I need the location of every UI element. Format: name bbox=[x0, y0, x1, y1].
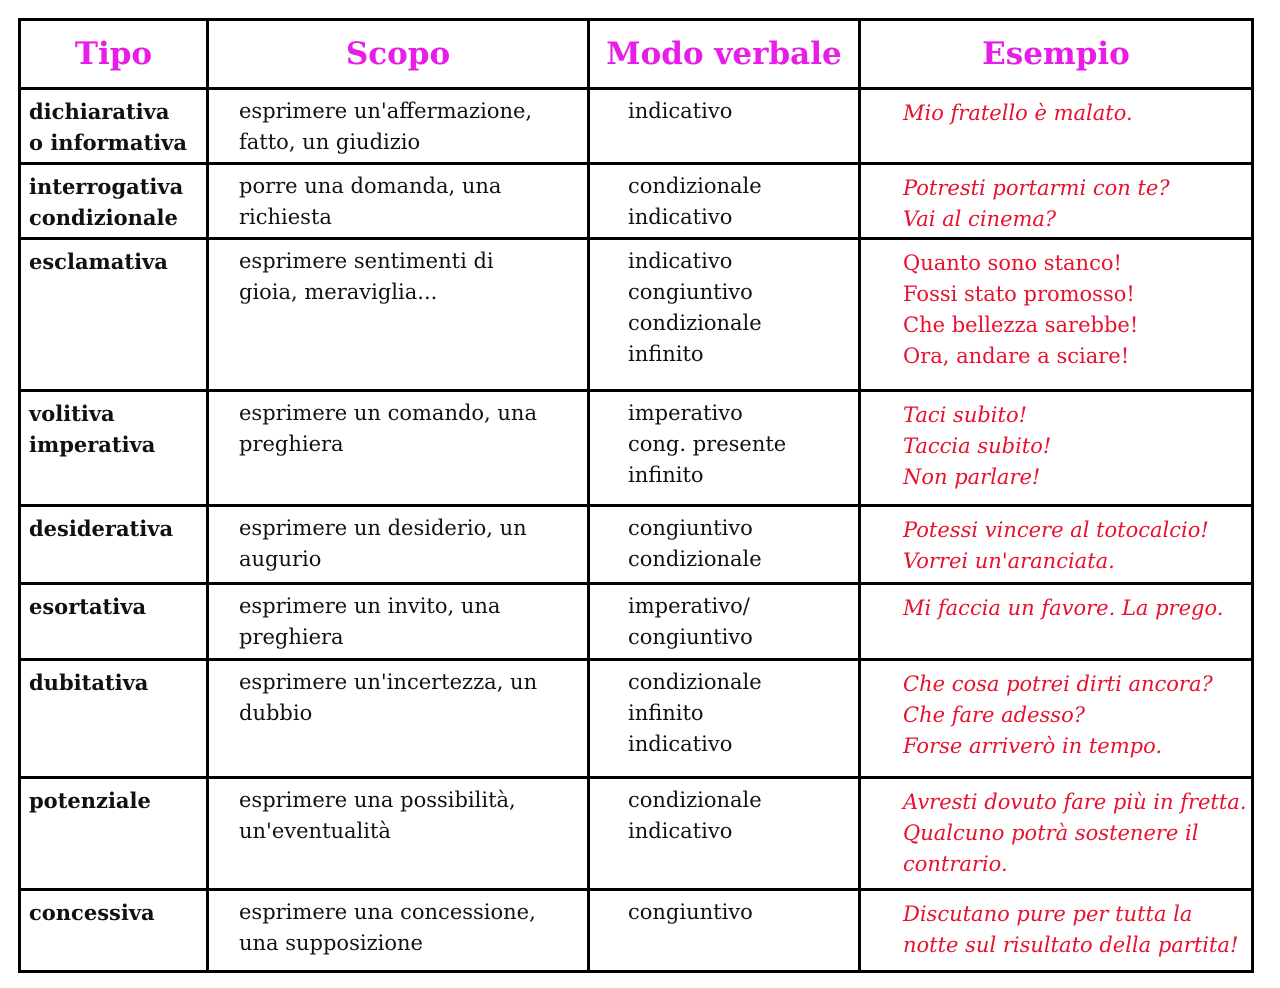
scopo-cell-line: gioia, meraviglia... bbox=[239, 280, 438, 305]
header-scopo: Scopo bbox=[208, 20, 589, 89]
table-row bbox=[20, 583, 1253, 659]
modo-verbale-cell-line: congiuntivo bbox=[628, 624, 753, 649]
modo-verbale-cell-line: congiuntivo bbox=[628, 280, 753, 305]
tipo-cell-line: concessiva bbox=[29, 899, 155, 925]
scopo-cell-line: fatto, un giudizio bbox=[239, 130, 421, 154]
modo-verbale-cell-line: condizionale bbox=[628, 311, 762, 336]
scopo-cell-line: esprimere sentimenti di bbox=[239, 249, 494, 274]
modo-verbale-cell bbox=[589, 239, 860, 391]
table-row bbox=[20, 659, 1253, 777]
modo-verbale-cell bbox=[589, 506, 860, 583]
modo-verbale-cell-line: condizionale bbox=[628, 174, 762, 199]
esempio-cell-line: contrario. bbox=[903, 851, 1008, 876]
tipo-cell bbox=[20, 391, 208, 506]
modo-verbale-cell-line: indicativo bbox=[628, 99, 733, 123]
tipo-cell-line: imperativa bbox=[29, 432, 156, 458]
scopo-cell-line: richiesta bbox=[239, 205, 332, 230]
table-row bbox=[20, 239, 1253, 391]
header-esempio: Esempio bbox=[860, 20, 1253, 89]
esempio-cell bbox=[860, 391, 1253, 506]
scopo-cell-line: una supposizione bbox=[239, 930, 423, 955]
table-row bbox=[20, 506, 1253, 583]
tipo-cell bbox=[20, 89, 208, 164]
scopo-cell bbox=[208, 391, 589, 506]
esempio-cell bbox=[860, 89, 1253, 164]
modo-verbale-cell-line: indicativo bbox=[628, 731, 733, 756]
scopo-cell bbox=[208, 659, 589, 777]
modo-verbale-cell-line: infinito bbox=[628, 700, 704, 725]
esempio-cell bbox=[860, 659, 1253, 777]
scopo-cell-line: augurio bbox=[239, 547, 322, 572]
modo-verbale-cell bbox=[589, 889, 860, 971]
scopo-cell-line: dubbio bbox=[239, 700, 313, 725]
scopo-cell-line: porre una domanda, una bbox=[239, 174, 502, 199]
esempio-cell-line: Avresti dovuto fare più in fretta. bbox=[903, 789, 1247, 814]
esempio-cell-line: Taccia subito! bbox=[903, 434, 1052, 459]
tipo-cell-line: dichiarativa bbox=[29, 99, 170, 124]
esempio-cell-line: Vai al cinema? bbox=[903, 207, 1057, 232]
modo-verbale-cell-line: condizionale bbox=[628, 547, 762, 572]
esempio-cell-line: Potresti portarmi con te? bbox=[903, 176, 1170, 201]
modo-verbale-cell-line: cong. presente bbox=[628, 432, 787, 457]
tipo-cell bbox=[20, 583, 208, 659]
scopo-cell bbox=[208, 889, 589, 971]
esempio-cell-line: Qualcuno potrà sostenere il bbox=[903, 820, 1199, 845]
modo-verbale-cell bbox=[589, 777, 860, 889]
table-row bbox=[20, 889, 1253, 971]
scopo-cell-line: esprimere un'affermazione, bbox=[239, 99, 533, 123]
esempio-cell bbox=[860, 506, 1253, 583]
scopo-cell bbox=[208, 583, 589, 659]
tipo-cell-line: interrogativa bbox=[29, 174, 184, 200]
modo-verbale-cell bbox=[589, 583, 860, 659]
tipo-cell-line: o informativa bbox=[29, 130, 187, 155]
modo-verbale-cell-line: indicativo bbox=[628, 205, 733, 230]
esempio-cell-line: Non parlare! bbox=[903, 465, 1041, 490]
modo-verbale-cell-line: congiuntivo bbox=[628, 516, 753, 541]
scopo-cell-line: un'eventualità bbox=[239, 818, 391, 843]
scopo-cell-line: esprimere una concessione, bbox=[239, 899, 536, 924]
tipo-cell bbox=[20, 506, 208, 583]
modo-verbale-cell bbox=[589, 164, 860, 239]
modo-verbale-cell bbox=[589, 659, 860, 777]
esempio-cell-line: Fossi stato promosso! bbox=[903, 282, 1135, 307]
header-tipo: Tipo bbox=[20, 20, 208, 89]
tipo-cell-line: esortativa bbox=[29, 593, 147, 619]
modo-verbale-cell-line: indicativo bbox=[628, 818, 733, 843]
tipo-cell-line: esclamativa bbox=[29, 249, 168, 275]
tipo-cell-line: desiderativa bbox=[29, 516, 174, 542]
modo-verbale-cell-line: congiuntivo bbox=[628, 899, 753, 924]
tipo-cell-line: condizionale bbox=[29, 205, 178, 231]
esempio-cell-line: Che fare adesso? bbox=[903, 702, 1085, 727]
esempio-cell-line: Che cosa potrei dirti ancora? bbox=[903, 671, 1213, 696]
esempio-cell-line: Quanto sono stanco! bbox=[903, 251, 1122, 276]
header-modo-verbale: Modo verbale bbox=[589, 20, 860, 89]
tipo-cell-line: potenziale bbox=[29, 787, 151, 813]
esempio-cell-line: Che bellezza sarebbe! bbox=[903, 313, 1139, 338]
scopo-cell bbox=[208, 164, 589, 239]
table-row bbox=[20, 89, 1253, 164]
esempio-cell-line: notte sul risultato della partita! bbox=[903, 932, 1239, 957]
scopo-cell bbox=[208, 777, 589, 889]
esempio-cell-line: Mi faccia un favore. La prego. bbox=[903, 595, 1224, 620]
modo-verbale-cell bbox=[589, 391, 860, 506]
scopo-cell bbox=[208, 506, 589, 583]
tipo-cell bbox=[20, 659, 208, 777]
table-row bbox=[20, 777, 1253, 889]
modo-verbale-cell-line: condizionale bbox=[628, 669, 762, 694]
esempio-cell bbox=[860, 583, 1253, 659]
esempio-cell-line: Forse arriverò in tempo. bbox=[903, 733, 1163, 758]
scopo-cell bbox=[208, 89, 589, 164]
esempio-cell-line: Mio fratello è malato. bbox=[903, 101, 1133, 125]
esempio-cell-line: Ora, andare a sciare! bbox=[903, 344, 1130, 369]
scopo-cell bbox=[208, 239, 589, 391]
tipo-cell bbox=[20, 777, 208, 889]
esempio-cell bbox=[860, 889, 1253, 971]
modo-verbale-cell-line: condizionale bbox=[628, 787, 762, 812]
scopo-cell-line: esprimere un comando, una bbox=[239, 401, 537, 426]
tipo-cell bbox=[20, 164, 208, 239]
scopo-cell-line: esprimere un'incertezza, un bbox=[239, 669, 538, 694]
tipo-cell-line: dubitativa bbox=[29, 669, 149, 695]
table-row bbox=[20, 164, 1253, 239]
tipo-cell bbox=[20, 889, 208, 971]
scopo-cell-line: esprimere un invito, una bbox=[239, 593, 501, 618]
scopo-cell-line: preghiera bbox=[239, 432, 344, 457]
table-row bbox=[20, 391, 1253, 506]
scopo-cell-line: esprimere un desiderio, un bbox=[239, 516, 527, 541]
tipo-cell-line: volitiva bbox=[29, 401, 115, 427]
esempio-cell bbox=[860, 777, 1253, 889]
esempio-cell bbox=[860, 164, 1253, 239]
esempio-cell-line: Vorrei un'aranciata. bbox=[903, 549, 1115, 574]
modo-verbale-cell-line: indicativo bbox=[628, 249, 733, 274]
esempio-cell-line: Potessi vincere al totocalcio! bbox=[903, 518, 1209, 543]
modo-verbale-cell-line: imperativo/ bbox=[628, 593, 750, 618]
modo-verbale-cell-line: infinito bbox=[628, 342, 704, 367]
header-row bbox=[20, 20, 1253, 89]
scopo-cell-line: esprimere una possibilità, bbox=[239, 787, 516, 812]
sentence-types-table bbox=[18, 18, 1254, 973]
scopo-cell-line: preghiera bbox=[239, 624, 344, 649]
esempio-cell-line: Taci subito! bbox=[903, 403, 1028, 428]
tipo-cell bbox=[20, 239, 208, 391]
esempio-cell-line: Discutano pure per tutta la bbox=[903, 901, 1193, 926]
modo-verbale-cell-line: infinito bbox=[628, 463, 704, 488]
modo-verbale-cell bbox=[589, 89, 860, 164]
modo-verbale-cell-line: imperativo bbox=[628, 401, 743, 426]
esempio-cell bbox=[860, 239, 1253, 391]
